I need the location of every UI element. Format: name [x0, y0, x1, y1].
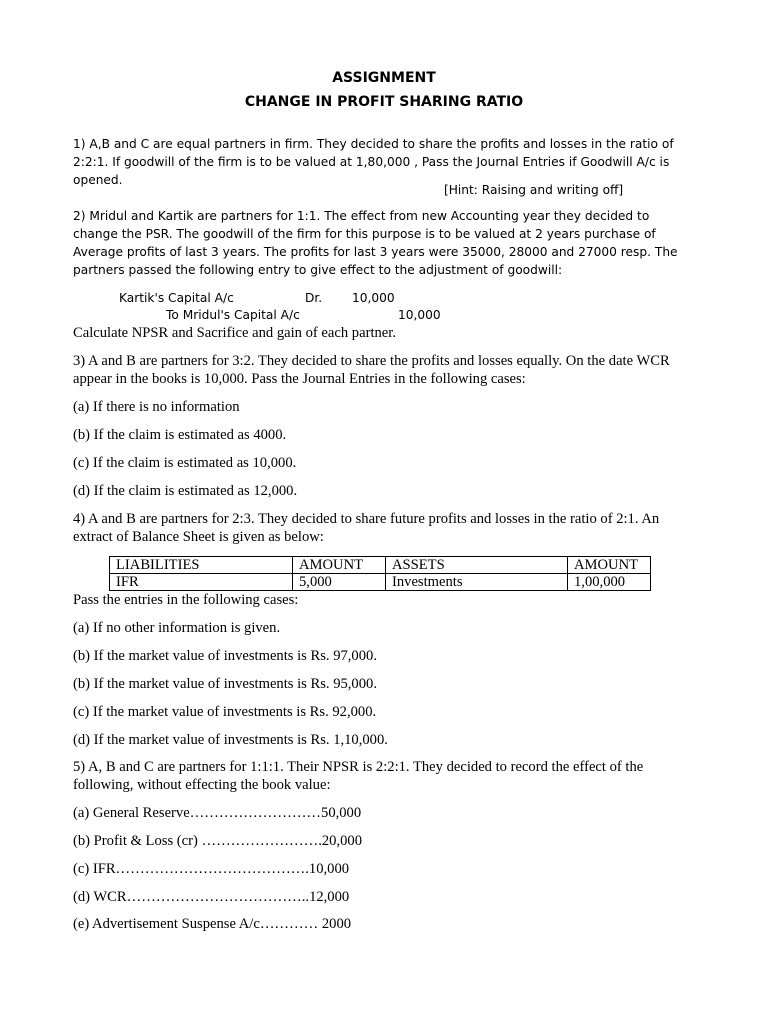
q3-case-item: (a) If there is no information: [73, 399, 240, 415]
q4-case-item: (c) If the market value of investments is Rs. 92,000.: [73, 704, 377, 720]
q5-list-item: (d) WCR………………………………..12,000: [73, 889, 350, 905]
q4-case-item: (b) If the market value of investments is Rs. 97,000.: [73, 648, 377, 664]
table-row: [110, 574, 651, 591]
q4-pass-text: Pass the entries in the following cases:: [73, 592, 299, 608]
journal-credit-amount: 10,000: [398, 308, 441, 322]
q5-list-item: (e) Advertisement Suspense A/c………… 2000: [73, 916, 352, 932]
question-4-text: 4) A and B are partners for 2:3. They decided to share future profits and losses in the ratio of 2:1. An extract of Balance Sheet is given as below:: [73, 511, 660, 545]
q5-list-item: (b) Profit & Loss (cr) …………………….20,000: [73, 833, 363, 849]
q5-list-item: (a) General Reserve………………………50,000: [73, 805, 362, 821]
q3-case-item: (c) If the claim is estimated as 10,000.: [73, 455, 297, 471]
journal-debit-account: Kartik's Capital A/c: [119, 291, 234, 305]
table-header-cell: LIABILITIES: [110, 557, 293, 574]
q4-case-item: (a) If no other information is given.: [73, 620, 281, 636]
journal-credit-account: To Mridul's Capital A/c: [166, 308, 300, 322]
page-subtitle: CHANGE IN PROFIT SHARING RATIO: [244, 94, 524, 110]
table-cell: IFR: [110, 574, 293, 591]
table-header-row: [110, 557, 651, 574]
question-5-text: 5) A, B and C are partners for 1:1:1. Their NPSR is 2:2:1. They decided to record the effect of the following, without effecting the book value:: [73, 759, 644, 793]
question-2-instruction: Calculate NPSR and Sacrifice and gain of each partner.: [73, 325, 396, 341]
balance-sheet-table: [109, 556, 651, 591]
question-1-hint: [Hint: Raising and writing off]: [444, 183, 624, 197]
q5-list-item: (c) IFR………………………………….10,000: [73, 861, 350, 877]
question-2-text: 2) Mridul and Kartik are partners for 1:1. The effect from new Accounting year they decided to change the PSR. The goodwill of the firm for this purpose is to be valued at 2 years purchase of Average profits of last 3 years. The profits for last 3 years were 35000, 28000 and 27000 resp. The partners passed the following entry to give effect to the adjustment of goodwill:: [73, 209, 678, 277]
page-title: ASSIGNMENT: [332, 70, 436, 86]
table-header-cell: AMOUNT: [293, 557, 386, 574]
table-cell: 5,000: [293, 574, 386, 591]
question-3-text: 3) A and B are partners for 3:2. They decided to share the profits and losses equally. On the date WCR appear in the books is 10,000. Pass the Journal Entries in the following cases:: [73, 353, 670, 387]
table-cell: Investments: [386, 574, 568, 591]
q3-case-item: (b) If the claim is estimated as 4000.: [73, 427, 287, 443]
table-cell: 1,00,000: [568, 574, 651, 591]
q4-case-item: (d) If the market value of investments is Rs. 1,10,000.: [73, 732, 388, 748]
q4-case-item: (b) If the market value of investments is Rs. 95,000.: [73, 676, 377, 692]
q3-case-item: (d) If the claim is estimated as 12,000.: [73, 483, 298, 499]
table-header-cell: AMOUNT: [568, 557, 651, 574]
question-1-text: 1) A,B and C are equal partners in firm. They decided to share the profits and losses in the ratio of 2:2:1. If goodwill of the firm is to be valued at 1,80,000 , Pass the Journal Entries if Goodwill A/c is opened.: [73, 137, 674, 187]
journal-dr-label: Dr.: [305, 291, 323, 305]
journal-debit-amount: 10,000: [352, 291, 395, 305]
table-header-cell: ASSETS: [386, 557, 568, 574]
